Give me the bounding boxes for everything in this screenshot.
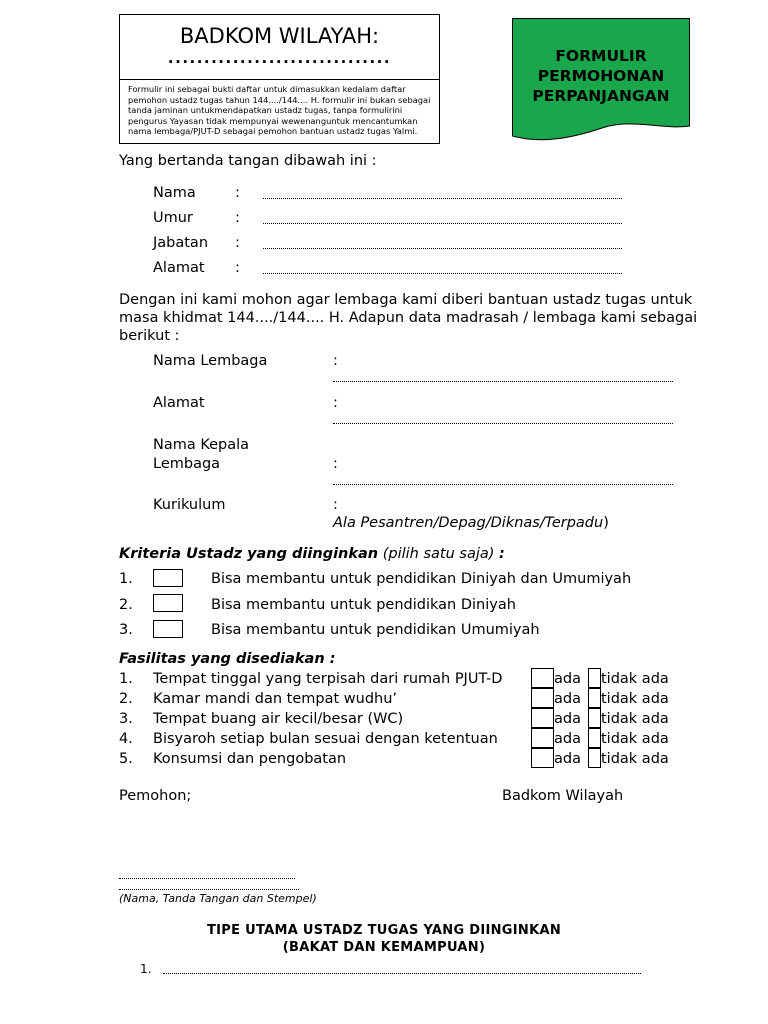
label-kurikulum: Kurikulum bbox=[153, 497, 226, 513]
criteria-text: Bisa membantu untuk pendidikan Diniyah bbox=[211, 597, 516, 613]
field-colon: : bbox=[333, 353, 338, 369]
facility-no-label: tidak ada bbox=[601, 671, 669, 687]
badkom-title: BADKOM WILAYAH: bbox=[179, 24, 380, 48]
facility-num: 1. bbox=[119, 671, 133, 687]
facility-no-checkbox-5[interactable] bbox=[588, 748, 601, 768]
nama-lembaga-field[interactable] bbox=[333, 381, 673, 382]
badge-line-3: PERPANJANGAN bbox=[532, 87, 670, 105]
header-note: Formulir ini sebagai bukti daftar untuk dimasukkan kedalam daftar pemohon ustadz tugas tahun 144..../144.... H. formulir ini bukan sebagai tanda jaminan untukmendapatkan ustadz tugas, tanpa formulirini pengurus Yayasan tidak mempunyai wewenanguntuk mencantumkan nama lembaga/PJUT-D sebagai pemohon bantuan ustadz tugas Yalmi. bbox=[128, 84, 431, 137]
criteria-num: 3. bbox=[119, 622, 133, 638]
applicant-signature-label: Pemohon; bbox=[119, 788, 192, 804]
field-colon: : bbox=[333, 456, 338, 472]
signature-name-line[interactable] bbox=[119, 878, 295, 879]
facility-no-checkbox-1[interactable] bbox=[588, 668, 601, 688]
label-nama-lembaga: Nama Lembaga bbox=[153, 353, 268, 369]
facility-text: Tempat tinggal yang terpisah dari rumah PJUT-D bbox=[153, 671, 503, 687]
facility-no-checkbox-3[interactable] bbox=[588, 708, 601, 728]
facility-yes-checkbox-5[interactable] bbox=[531, 748, 554, 768]
request-line-2: masa khidmat 144..../144.... H. Adapun data madrasah / lembaga kami sebagai bbox=[119, 310, 698, 326]
facility-num: 2. bbox=[119, 691, 133, 707]
field-colon: : bbox=[235, 235, 240, 251]
facility-no-label: tidak ada bbox=[601, 691, 669, 707]
facility-yes-checkbox-2[interactable] bbox=[531, 688, 554, 708]
type-item-num: 1. bbox=[140, 962, 152, 976]
label-alamat-lembaga: Alamat bbox=[153, 395, 205, 411]
nama-kepala-field[interactable] bbox=[333, 484, 673, 485]
facility-yes-label: ada bbox=[554, 671, 581, 687]
criteria-text: Bisa membantu untuk pendidikan Umumiyah bbox=[211, 622, 540, 638]
facility-yes-label: ada bbox=[554, 731, 581, 747]
criteria-checkbox-3[interactable] bbox=[153, 620, 183, 638]
request-line-3: berikut : bbox=[119, 328, 180, 344]
facility-num: 5. bbox=[119, 751, 133, 767]
criteria-checkbox-2[interactable] bbox=[153, 594, 183, 612]
criteria-num: 1. bbox=[119, 571, 133, 587]
alamat-field[interactable] bbox=[263, 273, 622, 274]
signature-caption: (Nama, Tanda Tangan dan Stempel) bbox=[119, 892, 317, 905]
facility-no-label: tidak ada bbox=[601, 731, 669, 747]
facility-no-label: tidak ada bbox=[601, 751, 669, 767]
label-nama-kepala: Nama Kepala bbox=[153, 437, 250, 453]
facility-text: Kamar mandi dan tempat wudhu’ bbox=[153, 691, 398, 707]
facility-yes-label: ada bbox=[554, 691, 581, 707]
field-label-nama: Nama bbox=[153, 185, 196, 201]
form-badge-text bbox=[512, 46, 690, 106]
curriculum-close: ) bbox=[603, 515, 609, 531]
criteria-checkbox-1[interactable] bbox=[153, 569, 183, 587]
main-type-subheading: (BAKAT DAN KEMAMPUAN) bbox=[282, 940, 486, 955]
facility-text: Bisyaroh setiap bulan sesuai dengan ketentuan bbox=[153, 731, 498, 747]
facility-num: 3. bbox=[119, 711, 133, 727]
curriculum-options-text: Ala Pesantren/Depag/Diknas/Terpadu bbox=[333, 515, 604, 531]
criteria-hint: (pilih satu saja) bbox=[378, 546, 500, 562]
umur-field[interactable] bbox=[263, 223, 622, 224]
field-colon: : bbox=[333, 395, 338, 411]
field-label-alamat: Alamat bbox=[153, 260, 205, 276]
facilities-title: Fasilitas yang disediakan : bbox=[119, 651, 336, 667]
intro-text: Yang bertanda tangan dibawah ini : bbox=[119, 153, 377, 169]
main-type-heading: TIPE UTAMA USTADZ TUGAS YANG DIINGINKAN bbox=[206, 923, 562, 938]
badge-line-1: FORMULIR bbox=[555, 47, 647, 65]
curriculum-options bbox=[333, 514, 609, 532]
facility-yes-label: ada bbox=[554, 751, 581, 767]
label-lembaga: Lembaga bbox=[153, 456, 221, 472]
criteria-num: 2. bbox=[119, 597, 133, 613]
criteria-heading bbox=[119, 545, 505, 563]
type-item-field-1[interactable] bbox=[163, 973, 641, 974]
header-box bbox=[119, 14, 440, 144]
facility-text: Konsumsi dan pengobatan bbox=[153, 751, 347, 767]
criteria-colon: : bbox=[499, 546, 505, 562]
facility-yes-label: ada bbox=[554, 711, 581, 727]
alamat-lembaga-field[interactable] bbox=[333, 423, 673, 424]
facility-no-checkbox-2[interactable] bbox=[588, 688, 601, 708]
facility-num: 4. bbox=[119, 731, 133, 747]
criteria-text: Bisa membantu untuk pendidikan Diniyah dan Umumiyah bbox=[211, 571, 632, 587]
field-label-jabatan: Jabatan bbox=[153, 235, 209, 251]
signature-stamp-line[interactable] bbox=[119, 889, 299, 890]
facility-yes-checkbox-3[interactable] bbox=[531, 708, 554, 728]
jabatan-field[interactable] bbox=[263, 248, 622, 249]
request-line-1: Dengan ini kami mohon agar lembaga kami diberi bantuan ustadz tugas untuk bbox=[119, 292, 693, 308]
criteria-title: Kriteria Ustadz yang diinginkan bbox=[119, 546, 379, 562]
field-colon: : bbox=[333, 497, 338, 513]
header-divider bbox=[120, 79, 439, 80]
facility-yes-checkbox-1[interactable] bbox=[531, 668, 554, 688]
field-colon: : bbox=[235, 260, 240, 276]
field-colon: : bbox=[235, 185, 240, 201]
badkom-region-blank: ............................... bbox=[167, 49, 392, 67]
facility-text: Tempat buang air kecil/besar (WC) bbox=[153, 711, 404, 727]
facility-yes-checkbox-4[interactable] bbox=[531, 728, 554, 748]
badge-line-2: PERMOHONAN bbox=[537, 67, 665, 85]
field-colon: : bbox=[235, 210, 240, 226]
badkom-signature-label: Badkom Wilayah bbox=[502, 788, 624, 804]
nama-field[interactable] bbox=[263, 198, 622, 199]
facility-no-checkbox-4[interactable] bbox=[588, 728, 601, 748]
field-label-umur: Umur bbox=[153, 210, 193, 226]
facility-no-label: tidak ada bbox=[601, 711, 669, 727]
